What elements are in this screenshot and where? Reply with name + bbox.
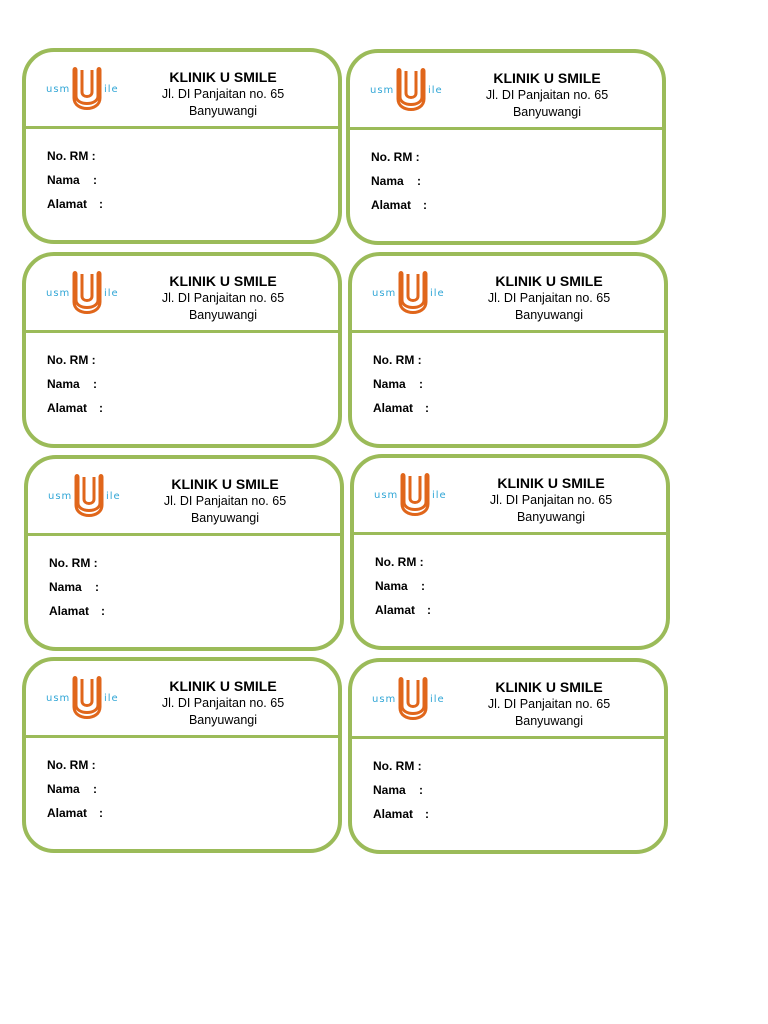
logo-text-left: usm [46,693,71,704]
alamat-colon: : [427,603,431,617]
nama-label: Nama [373,783,406,797]
field-alamat [373,806,429,830]
card-header [28,459,340,536]
field-no-rm [47,757,103,781]
alamat-colon: : [99,806,103,820]
logo-text-right: ile [430,288,445,299]
alamat-label: Alamat [373,807,414,821]
alamat-colon: : [425,807,429,821]
field-alamat [375,602,431,626]
clinic-logo [374,472,458,524]
nama-colon: : [421,579,425,593]
nama-label: Nama [371,174,404,188]
alamat-colon: : [99,401,103,415]
nama-label: Nama [375,579,408,593]
clinic-address: Jl. DI Panjaitan no. 65 [489,493,613,507]
field-nama [47,376,103,400]
card-header [26,52,338,129]
tooth-u-icon [394,67,428,119]
patient-fields [47,148,103,220]
patient-label-card [22,657,342,853]
field-nama [47,781,103,805]
no-rm-label: No. RM : [373,353,422,367]
patient-label-card [24,455,344,651]
nama-colon: : [95,580,99,594]
no-rm-label: No. RM : [371,150,420,164]
field-no-rm [371,149,427,173]
nama-colon: : [417,174,421,188]
no-rm-label: No. RM : [373,759,422,773]
patient-label-card [22,252,342,448]
logo-text-left: usm [370,85,395,96]
clinic-logo [372,676,456,728]
clinic-city: Banyuwangi [188,713,258,727]
logo-text-right: ile [430,694,445,705]
clinic-city: Banyuwangi [514,308,584,322]
clinic-address: Jl. DI Panjaitan no. 65 [161,696,285,710]
tooth-u-icon [396,270,430,322]
field-nama [373,376,429,400]
clinic-name: KLINIK U SMILE [169,678,277,694]
logo-text-left: usm [46,84,71,95]
clinic-address: Jl. DI Panjaitan no. 65 [163,494,287,508]
clinic-info [138,677,308,729]
alamat-colon: : [423,198,427,212]
nama-label: Nama [373,377,406,391]
field-no-rm [375,554,431,578]
alamat-colon: : [425,401,429,415]
no-rm-label: No. RM : [47,353,96,367]
clinic-logo [372,270,456,322]
tooth-u-icon [398,472,432,524]
clinic-name: KLINIK U SMILE [169,69,277,85]
field-no-rm [373,758,429,782]
logo-text-right: ile [432,490,447,501]
patient-label-card [348,658,668,854]
tooth-u-icon [70,66,104,118]
clinic-address: Jl. DI Panjaitan no. 65 [487,697,611,711]
no-rm-label: No. RM : [49,556,98,570]
patient-fields [373,352,429,424]
card-header [354,458,666,535]
clinic-logo [46,66,130,118]
nama-label: Nama [47,173,80,187]
nama-colon: : [93,377,97,391]
patient-fields [49,555,105,627]
patient-fields [371,149,427,221]
alamat-colon: : [101,604,105,618]
patient-label-card [22,48,342,244]
nama-colon: : [419,783,423,797]
patient-fields [47,352,103,424]
field-nama [371,173,427,197]
logo-text-left: usm [374,490,399,501]
tooth-u-icon [70,675,104,727]
card-header [352,662,664,739]
alamat-colon: : [99,197,103,211]
nama-colon: : [419,377,423,391]
clinic-city: Banyuwangi [188,104,258,118]
logo-text-right: ile [106,491,121,502]
clinic-name: KLINIK U SMILE [169,273,277,289]
logo-text-right: ile [428,85,443,96]
field-nama [375,578,431,602]
clinic-info [140,475,310,527]
logo-text-left: usm [372,288,397,299]
no-rm-label: No. RM : [47,149,96,163]
clinic-name: KLINIK U SMILE [493,70,601,86]
tooth-u-icon [72,473,106,525]
patient-label-card [348,252,668,448]
field-no-rm [373,352,429,376]
alamat-label: Alamat [375,603,416,617]
no-rm-label: No. RM : [47,758,96,772]
field-nama [373,782,429,806]
clinic-city: Banyuwangi [188,308,258,322]
alamat-label: Alamat [373,401,414,415]
nama-label: Nama [47,782,80,796]
clinic-city: Banyuwangi [514,714,584,728]
card-header [26,661,338,738]
field-alamat [371,197,427,221]
card-header [352,256,664,333]
nama-colon: : [93,173,97,187]
patient-fields [375,554,431,626]
clinic-info [464,678,634,730]
clinic-city: Banyuwangi [516,510,586,524]
field-no-rm [47,352,103,376]
clinic-name: KLINIK U SMILE [171,476,279,492]
clinic-address: Jl. DI Panjaitan no. 65 [485,88,609,102]
field-nama [49,579,105,603]
patient-fields [373,758,429,830]
clinic-logo [48,473,132,525]
clinic-info [464,272,634,324]
clinic-logo [46,675,130,727]
clinic-info [138,272,308,324]
field-no-rm [47,148,103,172]
clinic-info [138,68,308,120]
field-alamat [49,603,105,627]
tooth-u-icon [396,676,430,728]
field-alamat [373,400,429,424]
field-alamat [47,196,103,220]
clinic-name: KLINIK U SMILE [497,475,605,491]
logo-text-right: ile [104,84,119,95]
field-alamat [47,805,103,829]
clinic-city: Banyuwangi [512,105,582,119]
patient-label-card [346,49,666,245]
clinic-logo [370,67,454,119]
clinic-address: Jl. DI Panjaitan no. 65 [161,291,285,305]
field-alamat [47,400,103,424]
alamat-label: Alamat [47,806,88,820]
clinic-city: Banyuwangi [190,511,260,525]
clinic-info [462,69,632,121]
clinic-logo [46,270,130,322]
logo-text-right: ile [104,288,119,299]
alamat-label: Alamat [47,197,88,211]
patient-fields [47,757,103,829]
clinic-name: KLINIK U SMILE [495,273,603,289]
field-no-rm [49,555,105,579]
clinic-info [466,474,636,526]
logo-text-left: usm [46,288,71,299]
clinic-address: Jl. DI Panjaitan no. 65 [161,87,285,101]
no-rm-label: No. RM : [375,555,424,569]
nama-colon: : [93,782,97,796]
nama-label: Nama [49,580,82,594]
alamat-label: Alamat [371,198,412,212]
logo-text-left: usm [48,491,73,502]
nama-label: Nama [47,377,80,391]
alamat-label: Alamat [47,401,88,415]
tooth-u-icon [70,270,104,322]
card-header [26,256,338,333]
clinic-name: KLINIK U SMILE [495,679,603,695]
clinic-address: Jl. DI Panjaitan no. 65 [487,291,611,305]
logo-text-left: usm [372,694,397,705]
alamat-label: Alamat [49,604,90,618]
logo-text-right: ile [104,693,119,704]
card-header [350,53,662,130]
field-nama [47,172,103,196]
patient-label-card [350,454,670,650]
